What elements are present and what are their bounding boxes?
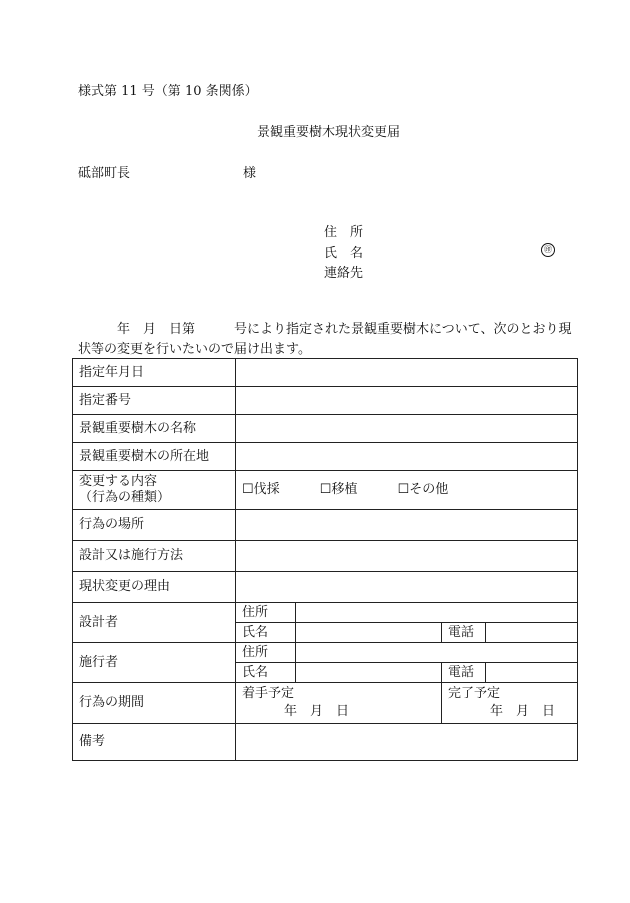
intro-paragraph xyxy=(78,320,583,360)
applicant-contact-label: 連絡先 xyxy=(324,266,364,281)
label-designation-number: 指定番号 xyxy=(73,387,236,415)
end-planned-date: 年 月 日 xyxy=(490,704,556,719)
end-planned-field[interactable] xyxy=(442,683,578,724)
applicant-name-label: 氏 名 xyxy=(324,246,364,261)
constructor-name-field[interactable] xyxy=(296,663,442,683)
label-change-content-line1: 変更する内容 xyxy=(79,474,158,489)
start-planned-date: 年 月 日 xyxy=(284,704,350,719)
designation-date-field[interactable] xyxy=(236,359,578,387)
row-tree-name xyxy=(73,415,578,443)
row-change-reason xyxy=(73,572,578,603)
label-tree-name: 景観重要樹木の名称 xyxy=(73,415,236,443)
label-change-reason: 現状変更の理由 xyxy=(73,572,236,603)
designer-phone-label: 電話 xyxy=(442,623,486,643)
constructor-phone-label: 電話 xyxy=(442,663,486,683)
designation-number-field[interactable] xyxy=(236,387,578,415)
designer-address-field[interactable] xyxy=(296,603,578,623)
label-tree-location: 景観重要樹木の所在地 xyxy=(73,443,236,471)
design-method-field[interactable] xyxy=(236,541,578,572)
seal-mark xyxy=(541,241,555,257)
option-felling-checkbox[interactable]: ☐伐採 xyxy=(242,482,280,497)
constructor-name-label: 氏名 xyxy=(236,663,296,683)
row-period xyxy=(73,683,578,724)
designer-name-field[interactable] xyxy=(296,623,442,643)
addressee: 砥部町長 xyxy=(78,166,131,181)
label-design-method: 設計又は施行方法 xyxy=(73,541,236,572)
label-designation-date: 指定年月日 xyxy=(73,359,236,387)
row-design-method xyxy=(73,541,578,572)
label-change-content xyxy=(73,471,236,510)
honorific: 様 xyxy=(243,166,257,181)
label-change-content-line2: （行為の種類） xyxy=(79,490,171,505)
tree-name-field[interactable] xyxy=(236,415,578,443)
change-options xyxy=(236,471,578,510)
designer-address-label: 住所 xyxy=(236,603,296,623)
form-table xyxy=(72,358,578,761)
change-reason-field[interactable] xyxy=(236,572,578,603)
applicant-address-label: 住 所 xyxy=(324,225,364,240)
tree-location-field[interactable] xyxy=(236,443,578,471)
label-act-place: 行為の場所 xyxy=(73,510,236,541)
remarks-field[interactable] xyxy=(236,724,578,761)
intro-line-1: 年 月 日第 号により指定された景観重要樹木について、次のとおり現 xyxy=(78,322,572,337)
label-designer: 設計者 xyxy=(73,603,236,643)
label-period: 行為の期間 xyxy=(73,683,236,724)
constructor-phone-field[interactable] xyxy=(486,663,578,683)
row-designer-address xyxy=(73,603,578,623)
label-remarks: 備考 xyxy=(73,724,236,761)
row-change-content xyxy=(73,471,578,510)
row-tree-location xyxy=(73,443,578,471)
intro-line-2: 状等の変更を行いたいので届け出ます。 xyxy=(78,342,311,357)
act-place-field[interactable] xyxy=(236,510,578,541)
row-constructor-address xyxy=(73,643,578,663)
designer-name-label: 氏名 xyxy=(236,623,296,643)
row-designation-date xyxy=(73,359,578,387)
constructor-address-field[interactable] xyxy=(296,643,578,663)
row-act-place xyxy=(73,510,578,541)
start-planned-label: 着手予定 xyxy=(242,686,295,701)
designer-phone-field[interactable] xyxy=(486,623,578,643)
form-number: 様式第 11 号（第 10 条関係） xyxy=(78,84,258,99)
form-title: 景観重要樹木現状変更届 xyxy=(257,125,401,140)
seal-icon: ㊞ xyxy=(541,243,555,257)
constructor-address-label: 住所 xyxy=(236,643,296,663)
option-transplant-checkbox[interactable]: ☐移植 xyxy=(319,482,358,497)
row-designation-number xyxy=(73,387,578,415)
option-other-checkbox[interactable]: ☐その他 xyxy=(397,482,449,497)
label-constructor: 施行者 xyxy=(73,643,236,683)
row-remarks xyxy=(73,724,578,761)
end-planned-label: 完了予定 xyxy=(448,686,501,701)
start-planned-field[interactable] xyxy=(236,683,442,724)
